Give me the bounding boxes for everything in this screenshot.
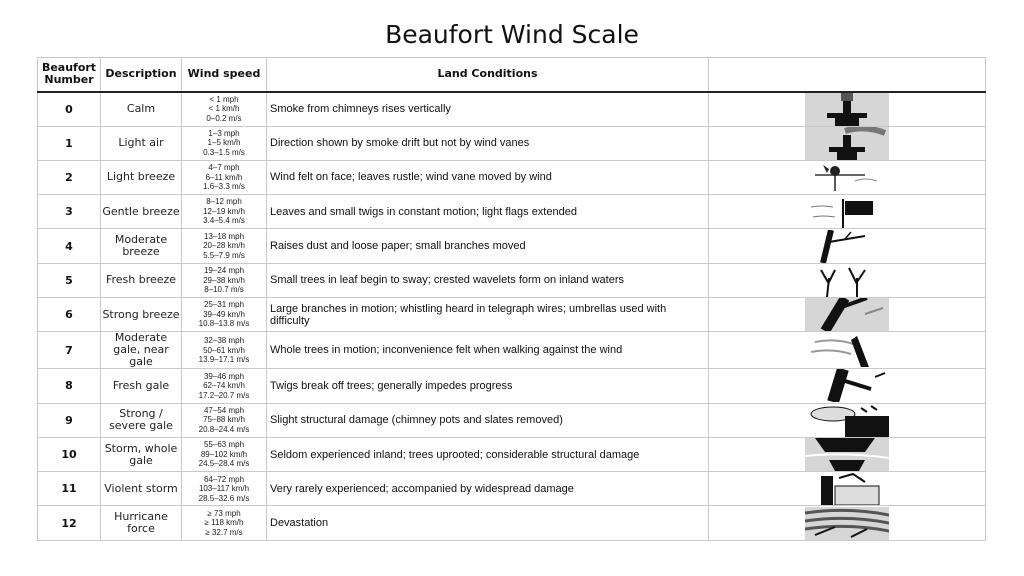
large-branches-icon [805,298,889,331]
illustration-cell [709,297,986,331]
wind-speed [182,403,267,437]
speed-ms: 28.5–32.6 m/s [198,493,250,503]
illustration-cell [709,369,986,403]
illustration-cell [709,403,986,437]
beaufort-number: 9 [38,403,101,437]
speed-kmh: 1–5 km/h [207,138,241,148]
wind-speed [182,506,267,540]
speed-mph: 13–18 mph [203,231,245,241]
wind-speed [182,92,267,127]
speed-mph: 25–31 mph [203,300,245,310]
header-speed: Wind speed [182,58,267,92]
speed-ms: 0–0.2 m/s [206,113,242,123]
speed-kmh: 39–49 km/h [203,309,245,319]
speed-kmh: 12–19 km/h [203,206,245,216]
small-trees-icon [805,264,889,297]
land-conditions: Smoke from chimneys rises vertically [267,92,709,127]
illustration-cell [709,126,986,160]
speed-kmh: 20–28 km/h [203,241,245,251]
speed-ms: 20.8–24.4 m/s [198,424,250,434]
beaufort-number: 10 [38,437,101,471]
wind-speed [182,195,267,229]
header-number: Beaufort Number [38,58,101,92]
header-description: Description [101,58,182,92]
illustration-cell [709,332,986,369]
illustration-cell [709,263,986,297]
roof-damage-icon [805,404,889,437]
table-row [38,92,986,127]
wind-speed [182,126,267,160]
header-image [709,58,986,92]
beaufort-number: 0 [38,92,101,127]
beaufort-number: 1 [38,126,101,160]
beaufort-number: 7 [38,332,101,369]
beaufort-number: 6 [38,297,101,331]
beaufort-number: 4 [38,229,101,263]
beaufort-number: 12 [38,506,101,540]
table-header-row [38,58,986,92]
wind-description: Moderate breeze [101,229,182,263]
illustration-cell [709,506,986,540]
speed-kmh: 103–117 km/h [198,484,250,494]
table-row [38,437,986,471]
speed-mph: 1–3 mph [208,128,240,138]
whole-tree-icon [805,334,889,367]
speed-mph: ≥ 73 mph [207,508,241,518]
speed-mph: 47–54 mph [203,405,245,415]
speed-ms: 5.5–7.9 m/s [203,250,245,260]
wind-speed [182,332,267,369]
table-row [38,369,986,403]
speed-ms: 10.8–13.8 m/s [198,319,250,329]
speed-kmh: 50–61 km/h [203,345,245,355]
speed-mph: 32–38 mph [203,336,245,346]
speed-mph: 64–72 mph [203,474,245,484]
chimney-smoke-drift-icon [805,127,889,160]
wind-vane-icon [805,161,889,194]
land-conditions: Direction shown by smoke drift but not by wind vanes [267,126,709,160]
beaufort-number: 2 [38,160,101,194]
speed-kmh: 89–102 km/h [200,449,248,459]
wind-description: Fresh breeze [101,263,182,297]
speed-mph: 39–46 mph [203,371,245,381]
wind-speed [182,263,267,297]
speed-kmh: 75–88 km/h [203,415,245,425]
illustration-cell [709,472,986,506]
broken-twigs-icon [805,369,889,402]
chimney-smoke-vertical-icon [805,93,889,126]
wind-speed [182,297,267,331]
table-row [38,506,986,540]
wind-description: Strong / severe gale [101,403,182,437]
wind-description: Hurricane force [101,506,182,540]
speed-ms: 17.2–20.7 m/s [198,390,250,400]
speed-kmh: 62–74 km/h [203,381,245,391]
wind-description: Violent storm [101,472,182,506]
land-conditions: Leaves and small twigs in constant motion; light flags extended [267,195,709,229]
wind-description: Fresh gale [101,369,182,403]
land-conditions: Wind felt on face; leaves rustle; wind vane moved by wind [267,160,709,194]
illustration-cell [709,229,986,263]
wind-speed [182,437,267,471]
wind-description: Calm [101,92,182,127]
speed-ms: 8–10.7 m/s [204,285,244,295]
wind-speed [182,229,267,263]
branch-icon [805,230,889,263]
wind-description: Gentle breeze [101,195,182,229]
speed-ms: 0.3–1.5 m/s [203,147,245,157]
table-row [38,263,986,297]
table-row [38,126,986,160]
land-conditions: Very rarely experienced; accompanied by widespread damage [267,472,709,506]
land-conditions: Twigs break off trees; generally impedes progress [267,369,709,403]
wind-speed [182,369,267,403]
table-row [38,160,986,194]
speed-kmh: 6–11 km/h [205,172,243,182]
wind-description: Storm, whole gale [101,437,182,471]
speed-mph: 19–24 mph [203,266,245,276]
devastation-icon [805,507,889,540]
wind-description: Light air [101,126,182,160]
land-conditions: Small trees in leaf begin to sway; crested wavelets form on inland waters [267,263,709,297]
illustration-cell [709,437,986,471]
speed-kmh: ≥ 118 km/h [204,518,244,528]
land-conditions: Slight structural damage (chimney pots and slates removed) [267,403,709,437]
table-row [38,472,986,506]
speed-ms: 1.6–3.3 m/s [203,182,245,192]
page-title: Beaufort Wind Scale [385,20,639,49]
table-row [38,297,986,331]
wind-description: Light breeze [101,160,182,194]
speed-mph: 55–63 mph [203,440,245,450]
wind-speed [182,472,267,506]
wind-speed [182,160,267,194]
land-conditions: Devastation [267,506,709,540]
beaufort-number: 11 [38,472,101,506]
land-conditions: Whole trees in motion; inconvenience felt when walking against the wind [267,332,709,369]
speed-ms: 24.5–28.4 m/s [198,459,250,469]
beaufort-number: 8 [38,369,101,403]
widespread-damage-icon [805,472,889,505]
speed-mph: < 1 mph [209,94,239,104]
illustration-cell [709,160,986,194]
beaufort-number: 5 [38,263,101,297]
header-land: Land Conditions [267,58,709,92]
speed-ms: ≥ 32.7 m/s [205,527,243,537]
speed-ms: 3.4–5.4 m/s [203,216,245,226]
uprooted-tree-icon [805,438,889,471]
land-conditions: Seldom experienced inland; trees uprooted; considerable structural damage [267,437,709,471]
speed-ms: 13.9–17.1 m/s [198,355,250,365]
land-conditions: Raises dust and loose paper; small branches moved [267,229,709,263]
speed-mph: 8–12 mph [206,197,242,207]
beaufort-table [37,57,986,541]
table-row [38,403,986,437]
speed-mph: 4–7 mph [208,163,240,173]
illustration-cell [709,92,986,127]
table-row [38,229,986,263]
wind-description: Strong breeze [101,297,182,331]
table-row [38,332,986,369]
wind-description: Moderate gale, near gale [101,332,182,369]
illustration-cell [709,195,986,229]
table-row [38,195,986,229]
speed-kmh: < 1 km/h [208,104,240,114]
beaufort-number: 3 [38,195,101,229]
land-conditions: Large branches in motion; whistling heard in telegraph wires; umbrellas used with difficulty [267,297,709,331]
flag-icon [805,195,889,228]
speed-kmh: 29–38 km/h [203,275,245,285]
